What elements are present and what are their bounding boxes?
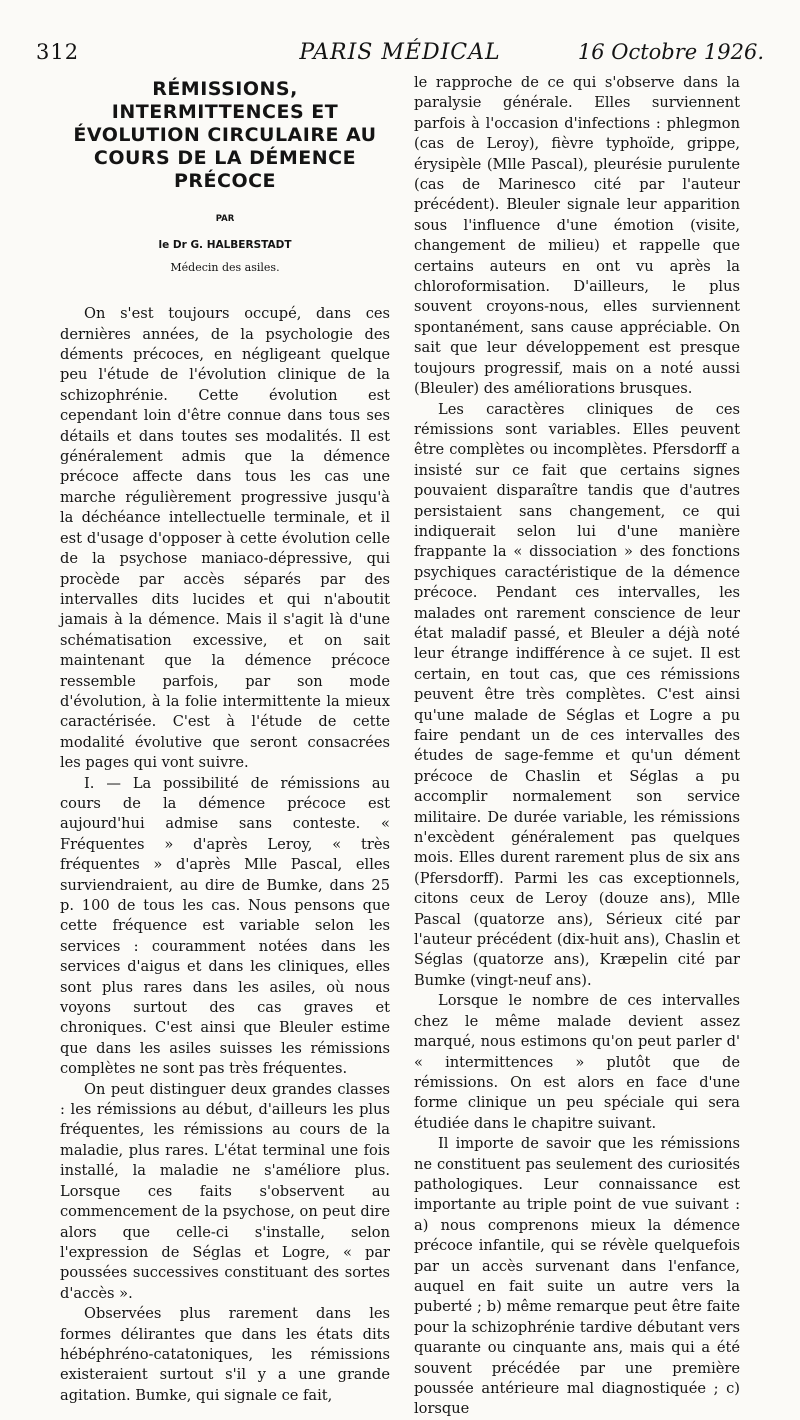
paragraph: On s'est toujours occupé, dans ces dernières années, de la psychologie des déments précoces, en négligeant quelque peu l'étude de l'évolution clinique de la schizophrénie. Cette évolution est cependant loin d'être connue dans tous ses détails et dans toutes ses modalités. Il est généralement admis que la démence précoce affecte dans tous les cas une marche régulièrement progressive jusqu'à la déchéance intellectuelle terminale, et il est d'usage d'opposer à cette évolution celle de la psychose maniaco-dépressive, qui procède par accès séparés par des intervalles dits lucides et qui n'aboutit jamais à la démence. Mais il s'agit là d'une schématisation excessive, et on sait maintenant que la démence précoce ressemble parfois, par son mode d'évolution, à la folie intermittente la mieux caractérisée. C'est à l'étude de cette modalité évolutive que seront consacrées les pages qui vont suivre.	[60, 305, 390, 772]
left-column	[60, 78, 390, 1406]
author-affiliation: Médecin des asiles.	[170, 260, 280, 274]
paragraph: le rapproche de ce qui s'observe dans la paralysie générale. Elles surviennent parfois à l'occasion d'infections : phlegmon (cas de Leroy), fièvre typhoïde, grippe, érysipèle (Mlle Pascal), pleurésie purulente (cas de Marinesco cité par l'auteur précédent). Bleuler signale leur apparition sous l'influence d'une émotion (visite, changement de milieu) et rappelle que certains auteurs en ont vu après la chloroformisation. D'ailleurs, le plus souvent croyons-nous, elles surviennent spontanément, sans cause appréciable. On sait que leur développement est presque toujours progressif, mais on a noté aussi (Bleuler) des améliorations brusques.	[414, 74, 740, 398]
title-line: RÉMISSIONS,	[152, 78, 298, 100]
title-line: ÉVOLUTION CIRCULAIRE AU	[73, 124, 377, 146]
byline-par: PAR	[215, 214, 235, 224]
author-name: le Dr G. HALBERSTADT	[158, 239, 292, 252]
running-header	[36, 40, 764, 68]
title-line: COURS DE LA DÉMENCE	[93, 147, 357, 169]
paragraph: Observées plus rarement dans les formes délirantes que dans les états dits hébéphréno-catatoniques, les rémissions existeraient surtout s'il y a une grande agitation. Bumke, qui signale ce fait,	[60, 1305, 390, 1404]
paragraph: Les caractères cliniques de ces rémissions sont variables. Elles peuvent être complètes ou incomplètes. Pfersdorff a insisté sur ce fait que certains signes pouvaient disparaître tandis que d'autres persistaient sans changement, ce qui indiquerait selon lui d'une manière frappante la « dissociation » des fonctions psychiques caractéristique de la démence précoce. Pendant ces intervalles, les malades ont rarement conscience de leur état maladif passé, et Bleuler a déjà noté leur étrange indifférence à ce sujet. Il est certain, en tout cas, que ces rémissions peuvent être très complètes. C'est ainsi qu'une malade de Séglas et Logre a pu faire pendant un de ces intervalles des études de sage-femme et qu'un dément précoce de Chaslin et Séglas a pu accomplir normalement son service militaire. De durée variable, les rémissions n'excèdent généralement pas quelques mois. Elles durent rarement plus de six ans (Pfersdorff). Parmi les cas exceptionnels, citons ceux de Leroy (douze ans), Mlle Pascal (quatorze ans), Sérieux cité par l'auteur précédent (dix-huit ans), Chaslin et Séglas (quatorze ans), Kræpelin cité par Bumke (vingt-neuf ans).	[414, 400, 740, 989]
title-line: INTERMITTENCES ET	[111, 101, 339, 123]
article-title	[60, 78, 390, 193]
page-number: 312	[36, 40, 80, 64]
paragraph: On peut distinguer deux grandes classes : les rémissions au début, d'ailleurs les plus fréquentes, les rémissions au cours de la maladie, plus rares. L'état terminal une fois installé, la maladie ne s'améliore plus. Lorsque ces faits s'observent au commencement de la psychose, on peut dire alors que celle-ci s'installe, selon l'expression de Séglas et Logre, « par poussées successives constituant des sortes d'accès ».	[60, 1080, 390, 1302]
paragraph: I. — La possibilité de rémissions au cours de la démence précoce est aujourd'hui admise sans conteste. « Fréquentes » d'après Leroy, « très fréquentes » d'après Mlle Pascal, elles surviendraient, au dire de Bumke, dans 25 p. 100 de tous les cas. Nous pensons que cette fréquence est variable selon les services : couramment notées dans les services d'aigus et dans les cliniques, elles sont plus rares dans les asiles, où nous voyons surtout des cas graves et chroniques. C'est ainsi que Bleuler estime que dans les asiles suisses les rémissions complètes ne sont pas très fréquentes.	[60, 774, 390, 1078]
right-column	[414, 73, 740, 1420]
journal-title: PARIS MÉDICAL	[299, 40, 501, 65]
title-line: PRÉCOCE	[173, 170, 277, 192]
paragraph: Il importe de savoir que les rémissions ne constituent pas seulement des curiosités pathologiques. Leur connaissance est importante au triple point de vue suivant : a) nous comprenons mieux la démence précoce infantile, qui se révèle quelquefois par un accès survenant dans l'enfance, auquel en fait suite un autre vers la puberté ; b) même remarque peut être faite pour la schizophrénie tardive débutant vers quarante ou cinquante ans, mais qui a été souvent précédée par une première poussée antérieure mal diagnostiquée ; c) lorsque	[414, 1135, 740, 1418]
paragraph: Lorsque le nombre de ces intervalles chez le même malade devient assez marqué, nous estimons qu'on peut parler d' « intermittences » plutôt que de rémissions. On est alors en face d'une forme clinique un peu spéciale qui sera étudiée dans le chapitre suivant.	[414, 992, 740, 1132]
issue-date: 16 Octobre 1926.	[577, 40, 764, 64]
